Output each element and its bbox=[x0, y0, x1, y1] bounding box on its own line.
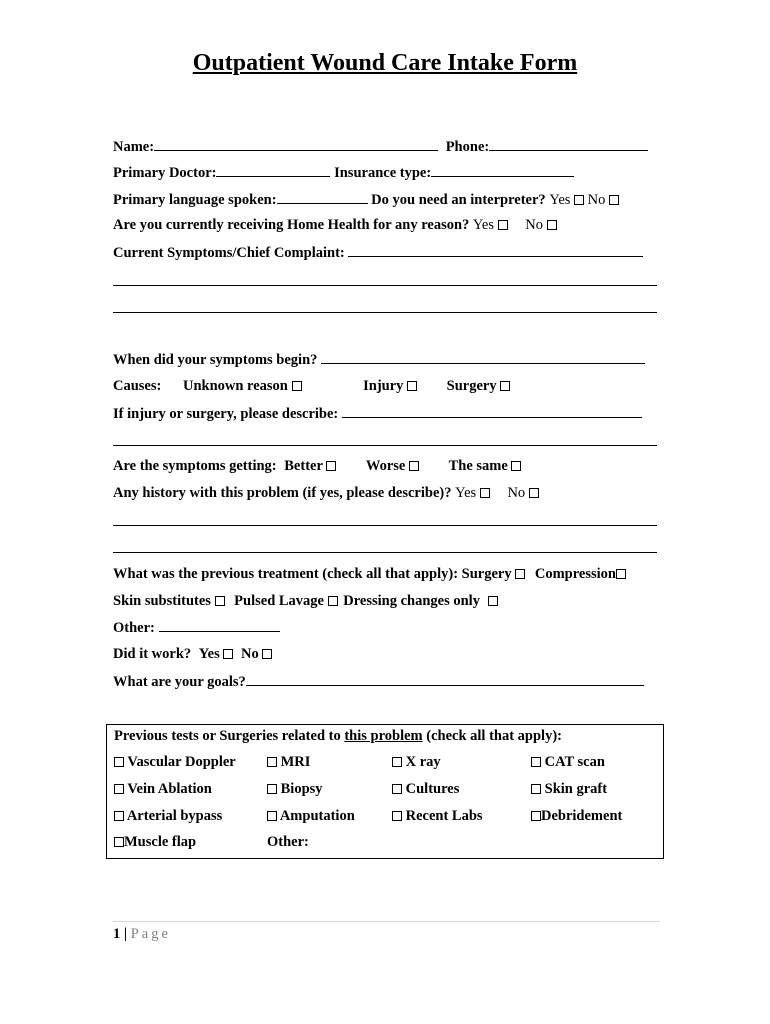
test-item-label: CAT scan bbox=[544, 754, 605, 770]
compression-label: Compression bbox=[534, 566, 616, 582]
home-health-row bbox=[113, 215, 657, 235]
test-item bbox=[392, 779, 459, 799]
worse-label: Worse bbox=[365, 458, 406, 474]
language-field[interactable] bbox=[277, 189, 368, 204]
same-label: The same bbox=[448, 458, 508, 474]
test-item bbox=[267, 806, 355, 826]
history-line-2[interactable] bbox=[113, 552, 657, 553]
history-no-checkbox[interactable] bbox=[529, 488, 539, 498]
name-phone-row bbox=[113, 136, 657, 156]
history-yes-checkbox[interactable] bbox=[480, 488, 490, 498]
test-item-label: MRI bbox=[280, 754, 311, 770]
tests-heading-post: (check all that apply): bbox=[422, 728, 562, 744]
test-item-label: Muscle flap bbox=[124, 834, 197, 850]
interpreter-yes-label: Yes bbox=[549, 192, 571, 208]
treatment-row-2 bbox=[113, 591, 657, 611]
test-item bbox=[531, 779, 607, 799]
cause-surgery-checkbox[interactable] bbox=[500, 381, 510, 391]
did-work-row bbox=[113, 644, 657, 664]
history-no-label: No bbox=[507, 485, 526, 501]
cat-scan-checkbox[interactable] bbox=[531, 757, 541, 767]
describe-row bbox=[113, 403, 657, 423]
history-label: Any history with this problem (if yes, please describe)? bbox=[113, 485, 452, 501]
goals-field[interactable] bbox=[246, 671, 644, 686]
test-item bbox=[267, 752, 310, 772]
tests-other-label: Other: bbox=[267, 834, 309, 850]
home-health-yes-checkbox[interactable] bbox=[498, 220, 508, 230]
treatment-other-label: Other: bbox=[113, 620, 155, 636]
form-title: Outpatient Wound Care Intake Form bbox=[192, 50, 578, 76]
home-health-no-checkbox[interactable] bbox=[547, 220, 557, 230]
prev-treatment-label: What was the previous treatment (check all that apply): Surgery bbox=[113, 566, 512, 582]
getting-row bbox=[113, 456, 657, 476]
recent-labs-checkbox[interactable] bbox=[392, 811, 402, 821]
interpreter-no-label: No bbox=[587, 192, 606, 208]
better-checkbox[interactable] bbox=[326, 461, 336, 471]
did-work-no-checkbox[interactable] bbox=[262, 649, 272, 659]
home-health-label: Are you currently receiving Home Health for any reason? bbox=[113, 217, 470, 233]
did-work-yes-checkbox[interactable] bbox=[223, 649, 233, 659]
arterial-bypass-checkbox[interactable] bbox=[114, 811, 124, 821]
history-yes-label: Yes bbox=[455, 485, 477, 501]
cultures-checkbox[interactable] bbox=[392, 784, 402, 794]
insurance-label: Insurance type: bbox=[334, 165, 432, 181]
symptoms-label: Current Symptoms/Chief Complaint: bbox=[113, 245, 345, 261]
test-item-label: Biopsy bbox=[280, 781, 323, 797]
did-work-label: Did it work? bbox=[113, 646, 192, 662]
did-work-no-label: No bbox=[240, 646, 259, 662]
tests-heading-underlined: this problem bbox=[344, 728, 423, 744]
history-line-1[interactable] bbox=[113, 525, 657, 526]
test-item-label: Recent Labs bbox=[405, 808, 483, 824]
tests-box bbox=[106, 724, 664, 859]
injury-checkbox[interactable] bbox=[407, 381, 417, 391]
debridement-checkbox[interactable] bbox=[531, 811, 541, 821]
muscle-flap-checkbox[interactable] bbox=[114, 837, 124, 847]
symptoms-row bbox=[113, 242, 657, 262]
history-row bbox=[113, 483, 657, 503]
test-item bbox=[114, 752, 236, 772]
test-item-label: X ray bbox=[405, 754, 441, 770]
mri-checkbox[interactable] bbox=[267, 757, 277, 767]
vein-ablation-checkbox[interactable] bbox=[114, 784, 124, 794]
test-item-label: Cultures bbox=[405, 781, 460, 797]
test-item bbox=[531, 806, 622, 826]
test-item bbox=[392, 752, 441, 772]
began-row bbox=[113, 349, 657, 369]
treatment-other-field[interactable] bbox=[159, 617, 280, 632]
test-item-label: Arterial bypass bbox=[126, 808, 223, 824]
compression-checkbox[interactable] bbox=[616, 569, 626, 579]
home-health-yes-label: Yes bbox=[472, 217, 495, 233]
test-item-label: Vein Ablation bbox=[127, 781, 212, 797]
test-item-label: Amputation bbox=[279, 808, 355, 824]
symptoms-field[interactable] bbox=[348, 242, 643, 257]
page-word: Page bbox=[130, 926, 171, 942]
amputation-checkbox[interactable] bbox=[267, 811, 277, 821]
goals-label: What are your goals? bbox=[113, 674, 246, 690]
primary-doctor-field[interactable] bbox=[216, 162, 330, 177]
tests-heading-pre: Previous tests or Surgeries related to bbox=[114, 728, 345, 744]
language-label: Primary language spoken: bbox=[113, 192, 277, 208]
xray-checkbox[interactable] bbox=[392, 757, 402, 767]
phone-label: Phone: bbox=[445, 139, 490, 155]
symptoms-line-3[interactable] bbox=[113, 312, 657, 313]
skin-graft-checkbox[interactable] bbox=[531, 784, 541, 794]
test-item bbox=[114, 779, 212, 799]
unknown-reason-label: Unknown reason bbox=[182, 378, 288, 394]
symptoms-line-2[interactable] bbox=[113, 285, 657, 286]
pulsed-lavage-label: Pulsed Lavage bbox=[234, 593, 324, 609]
doctor-insurance-row bbox=[113, 162, 657, 182]
treatment-surgery-checkbox[interactable] bbox=[515, 569, 525, 579]
began-field[interactable] bbox=[321, 349, 645, 364]
interpreter-yes-checkbox[interactable] bbox=[574, 195, 584, 205]
did-work-yes-label: Yes bbox=[198, 646, 220, 662]
describe-field[interactable] bbox=[342, 403, 642, 418]
describe-line-2[interactable] bbox=[113, 445, 657, 446]
dressing-changes-checkbox[interactable] bbox=[488, 596, 498, 606]
cause-surgery-label: Surgery bbox=[446, 378, 497, 394]
getting-label: Are the symptoms getting: bbox=[113, 458, 277, 474]
page-number: 1 bbox=[113, 926, 121, 942]
skin-substitutes-label: Skin substitutes bbox=[113, 593, 211, 609]
home-health-no-label: No bbox=[525, 217, 543, 233]
test-item bbox=[114, 832, 196, 852]
same-checkbox[interactable] bbox=[511, 461, 521, 471]
footer-rule bbox=[113, 921, 660, 922]
dressing-changes-label: Dressing changes only bbox=[343, 593, 480, 609]
page-separator: | bbox=[123, 926, 128, 942]
test-item-label: Debridement bbox=[541, 808, 623, 824]
test-item-label: Skin graft bbox=[544, 781, 608, 797]
began-label: When did your symptoms begin? bbox=[113, 352, 318, 368]
insurance-field[interactable] bbox=[431, 162, 574, 177]
name-field[interactable] bbox=[154, 136, 438, 151]
primary-doctor-label: Primary Doctor: bbox=[113, 165, 217, 181]
unknown-reason-checkbox[interactable] bbox=[292, 381, 302, 391]
name-label: Name: bbox=[113, 139, 155, 155]
describe-label: If injury or surgery, please describe: bbox=[113, 406, 339, 422]
biopsy-checkbox[interactable] bbox=[267, 784, 277, 794]
worse-checkbox[interactable] bbox=[409, 461, 419, 471]
language-row bbox=[113, 189, 657, 209]
test-item bbox=[114, 806, 222, 826]
prev-treatment-row bbox=[113, 564, 657, 584]
skin-substitutes-checkbox[interactable] bbox=[215, 596, 225, 606]
vascular-doppler-checkbox[interactable] bbox=[114, 757, 124, 767]
interpreter-no-checkbox[interactable] bbox=[609, 195, 619, 205]
causes-label: Causes: bbox=[113, 378, 162, 394]
treatment-other-row bbox=[113, 617, 657, 637]
test-item-label: Vascular Doppler bbox=[127, 754, 236, 770]
pulsed-lavage-checkbox[interactable] bbox=[328, 596, 338, 606]
causes-row bbox=[113, 376, 657, 396]
interpreter-label: Do you need an interpreter? bbox=[371, 192, 546, 208]
tests-heading bbox=[114, 726, 562, 746]
test-item bbox=[392, 806, 483, 826]
better-label: Better bbox=[284, 458, 323, 474]
page-footer bbox=[113, 924, 171, 944]
test-item bbox=[531, 752, 605, 772]
injury-label: Injury bbox=[363, 378, 404, 394]
test-item bbox=[267, 779, 323, 799]
goals-row bbox=[113, 671, 657, 691]
phone-field[interactable] bbox=[489, 136, 648, 151]
